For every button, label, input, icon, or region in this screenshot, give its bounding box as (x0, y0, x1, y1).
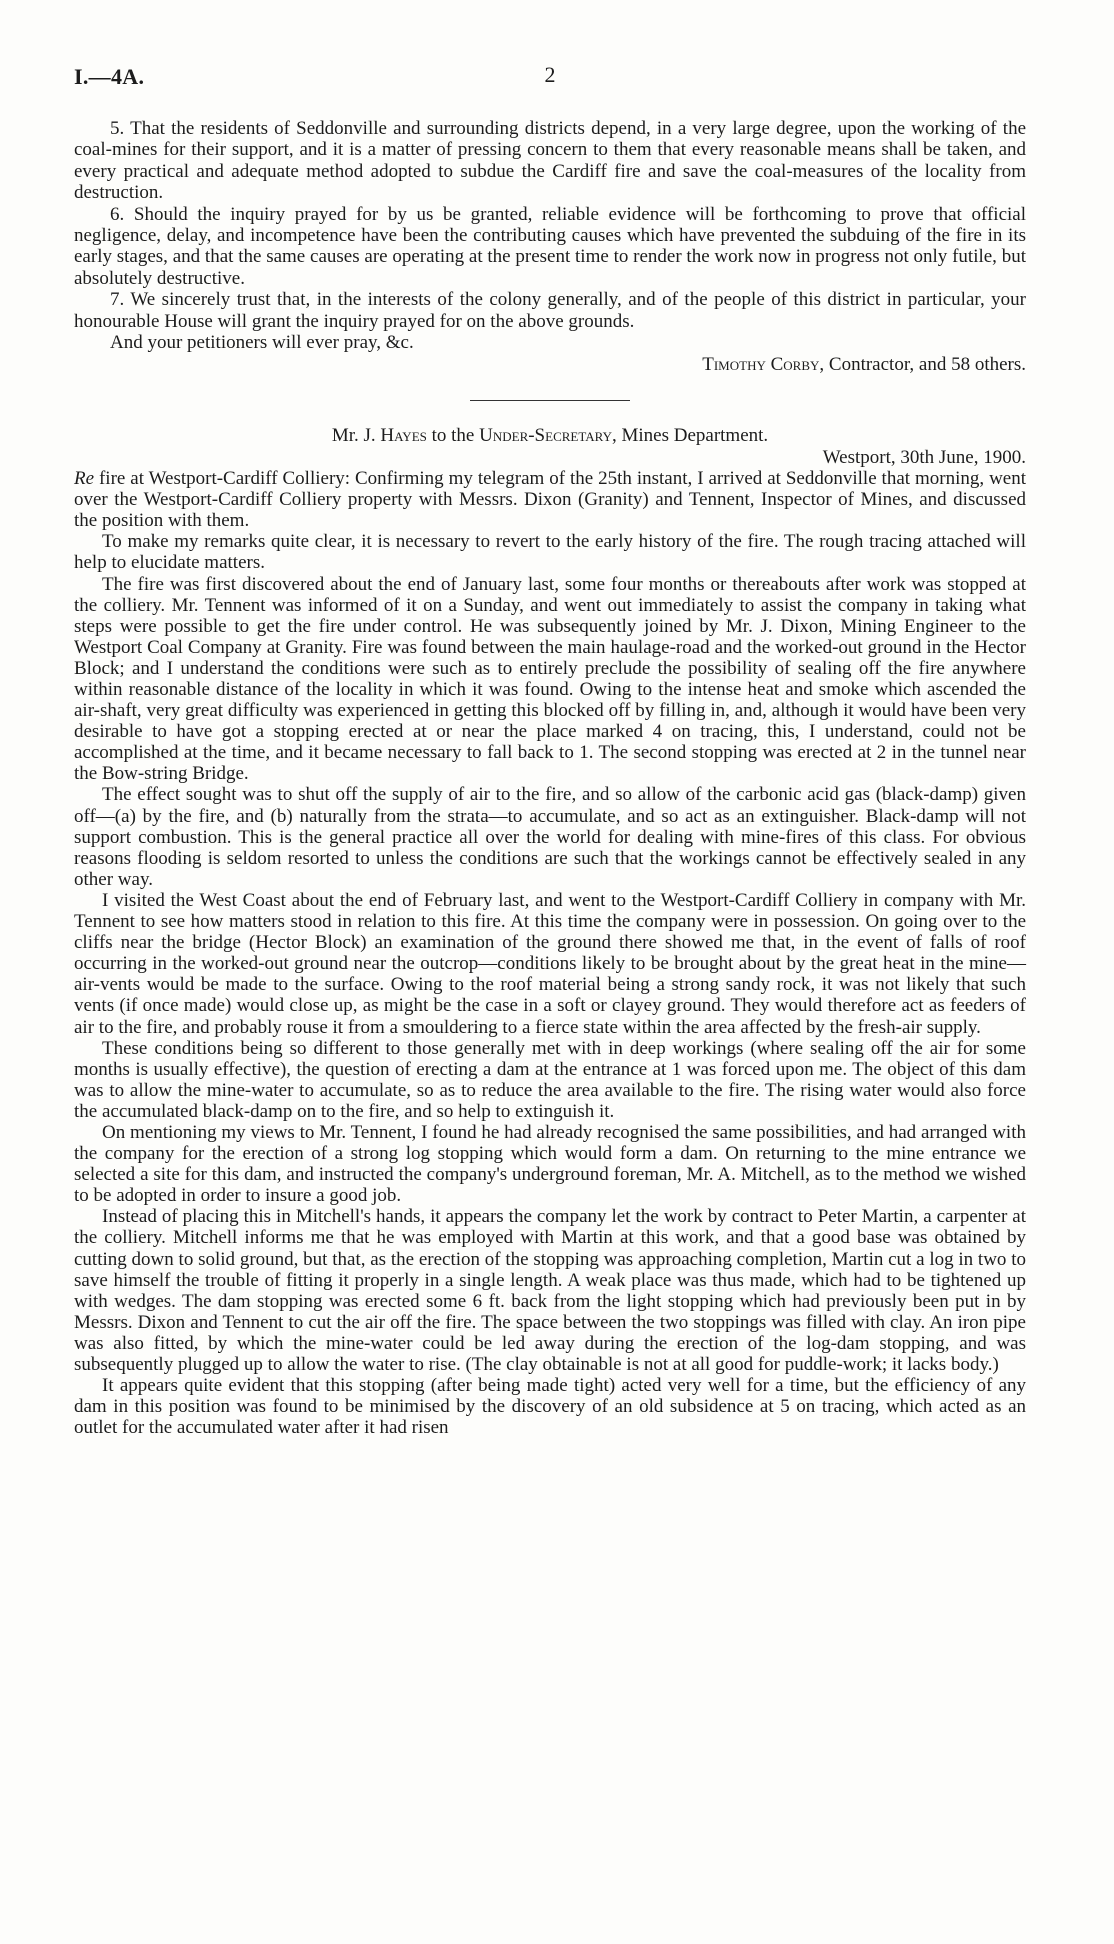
letter-paragraph: I visited the West Coast about the end of February last, and went to the Westport-Cardiff Colliery in company with Mr. Tennent to see how matters stood in relation to this fire. At this time the company were in possession. On going over to the cliffs near the bridge (Hector Block) an examination of the ground there showed me that, in the event of falls of roof occurring in the worked-out ground near the outcrop—conditions likely to be brought about by the great heat in the mine—air-vents would be made to the surface. Owing to the roof material being a strong sandy rock, it was not likely that such vents (if once made) would close up, as might be the case in a soft or clayey ground. They would therefore act as feeders of air to the fire, and probably rouse it from a smouldering to a fierce state within the area affected by the fresh-air supply. (74, 889, 1026, 1038)
document-reference: I.—4A. (74, 64, 145, 89)
subject-label: Re (74, 468, 95, 490)
petition-closing: And your petitioners will ever pray, &c. (110, 332, 414, 354)
letter-from-prefix: Mr. J. (331, 424, 381, 446)
signatory-name: Timothy Corby (702, 354, 820, 376)
letter-heading (74, 425, 1026, 446)
subject-text: fire at Westport-Cardiff Colliery: Confirming my telegram of the 25th instant, I arrived at Seddonville that morning, went over the Westport-Cardiff Colliery property with Messrs. Dixon (Granity) and Tennent, Inspector of Mines, and discussed the position with them. (74, 468, 1026, 532)
letter-to-connector: to the (426, 424, 480, 446)
letter-section (74, 425, 1026, 1439)
petition-signature (74, 354, 1026, 375)
letter-paragraph: These conditions being so different to those generally met with in deep workings (where sealing off the air for some months is usually effective), the question of erecting a dam at the entrance at 1 was forced upon me. The object of this dam was to allow the mine-water to accumulate, so as to reduce the area available to the fire. The rising water would also force the accumulated black-damp on to the fire, and so help to extinguish it. (74, 1037, 1026, 1122)
letter-from-name: Hayes (380, 424, 427, 446)
letter-paragraph: Instead of placing this in Mitchell's hands, it appears the company let the work by contract to Peter Martin, a carpenter at the colliery. Mitchell informs me that he was employed with Martin at this work, and that a good base was obtained by cutting down to solid ground, but that, as the erection of the stopping was approaching completion, Martin cut a log in two to save himself the trouble of fitting it properly in a single length. A weak place was thus made, which had to be tightened up with wedges. The dam stopping was erected some 6 ft. back from the light stopping which had previously been put in by Messrs. Dixon and Tennent to cut the air off the fire. The space between the two stoppings was filled with clay. An iron pipe was also fitted, by which the mine-water could be led away during the erection of the log-dam stopping, and was subsequently plugged up to allow the water to rise. (The clay obtainable is not at all good for puddle-work; it lacks body.) (74, 1206, 1026, 1375)
letter-paragraph: It appears quite evident that this stopping (after being made tight) acted very well for a time, but the efficiency of any dam in this position was found to be minimised by the discovery of an old subsidence at 5 on tracing, which acted as an outlet for the accumulated water after it had risen (74, 1375, 1026, 1439)
page-number: 2 (544, 62, 556, 87)
letter-paragraph: To make my remarks quite clear, it is necessary to revert to the early history of the fire. The rough tracing attached will help to elucidate matters. (74, 531, 1026, 574)
page-header (74, 62, 1026, 118)
letter-to-department: , Mines Department. (611, 424, 769, 446)
petition-paragraph-6: 6. Should the inquiry prayed for by us be granted, reliable evidence will be forthcoming to prove that official negligence, delay, and incompetence have been the contributing causes which have prevented the subduing of the fire in its early stages, and that the same causes are operating at the present time to render the work now in progress not only futile, but absolutely destructive. (74, 203, 1026, 289)
letter-to-title: Under-Secretary (479, 424, 612, 446)
letter-paragraph: On mentioning my views to Mr. Tennent, I found he had already recognised the same possibilities, and had arranged with the company for the erection of a strong log stopping which would form a dam. On returning to the mine entrance we selected a site for this dam, and instructed the company's underground foreman, Mr. A. Mitchell, as to the method we wished to be adopted in order to insure a good job. (74, 1121, 1026, 1207)
letter-dateline: Westport, 30th June, 1900. (822, 446, 1026, 468)
letter-paragraph: The fire was first discovered about the end of January last, some four months or thereabouts after work was stopped at the colliery. Mr. Tennent was informed of it on a Sunday, and went out immediately to assist the company in taking what steps were possible to get the fire under control. He was subsequently joined by Mr. J. Dixon, Mining Engineer to the Westport Coal Company at Granity. Fire was found between the main haulage-road and the worked-out ground in the Hector Block; and I understand the conditions were such as to entirely preclude the possibility of sealing off the fire anywhere within reasonable distance of the locality in which it was found. Owing to the intense heat and smoke which ascended the air-shaft, very great difficulty was experienced in getting this blocked off by filling in, and, although it would have been very desirable to have got a stopping erected at or near the place marked 4 on tracing, this, I understand, could not be accomplished at the time, and it became necessary to fall back to 1. The second stopping was erected at 2 in the tunnel near the Bow-string Bridge. (74, 573, 1026, 785)
section-divider (470, 400, 630, 401)
signatory-details: , Contractor, and 58 others. (819, 354, 1026, 376)
petition-paragraph-5: 5. That the residents of Seddonville and surrounding districts depend, in a very large degree, upon the working of the coal-mines for their support, and it is a matter of pressing concern to them that every reasonable means shall be taken, and every practical and adequate method adopted to subdue the Cardiff fire and save the coal-measures of the locality from destruction. (74, 118, 1026, 204)
petition-paragraph-7: 7. We sincerely trust that, in the interests of the colony generally, and of the people of this district in particular, your honourable House will grant the inquiry prayed for on the above grounds. (74, 289, 1026, 332)
letter-subject (74, 468, 1026, 531)
letter-paragraph: The effect sought was to shut off the supply of air to the fire, and so allow of the carbonic acid gas (black-damp) given off—(a) by the fire, and (b) naturally from the strata—to accumulate, and so act as an extinguisher. Black-damp will not support combustion. This is the general practice all over the world for dealing with mine-fires of this class. For obvious reasons flooding is seldom resorted to unless the conditions are such that the workings cannot be effectively sealed in any other way. (74, 784, 1026, 890)
petition-section (74, 118, 1026, 376)
